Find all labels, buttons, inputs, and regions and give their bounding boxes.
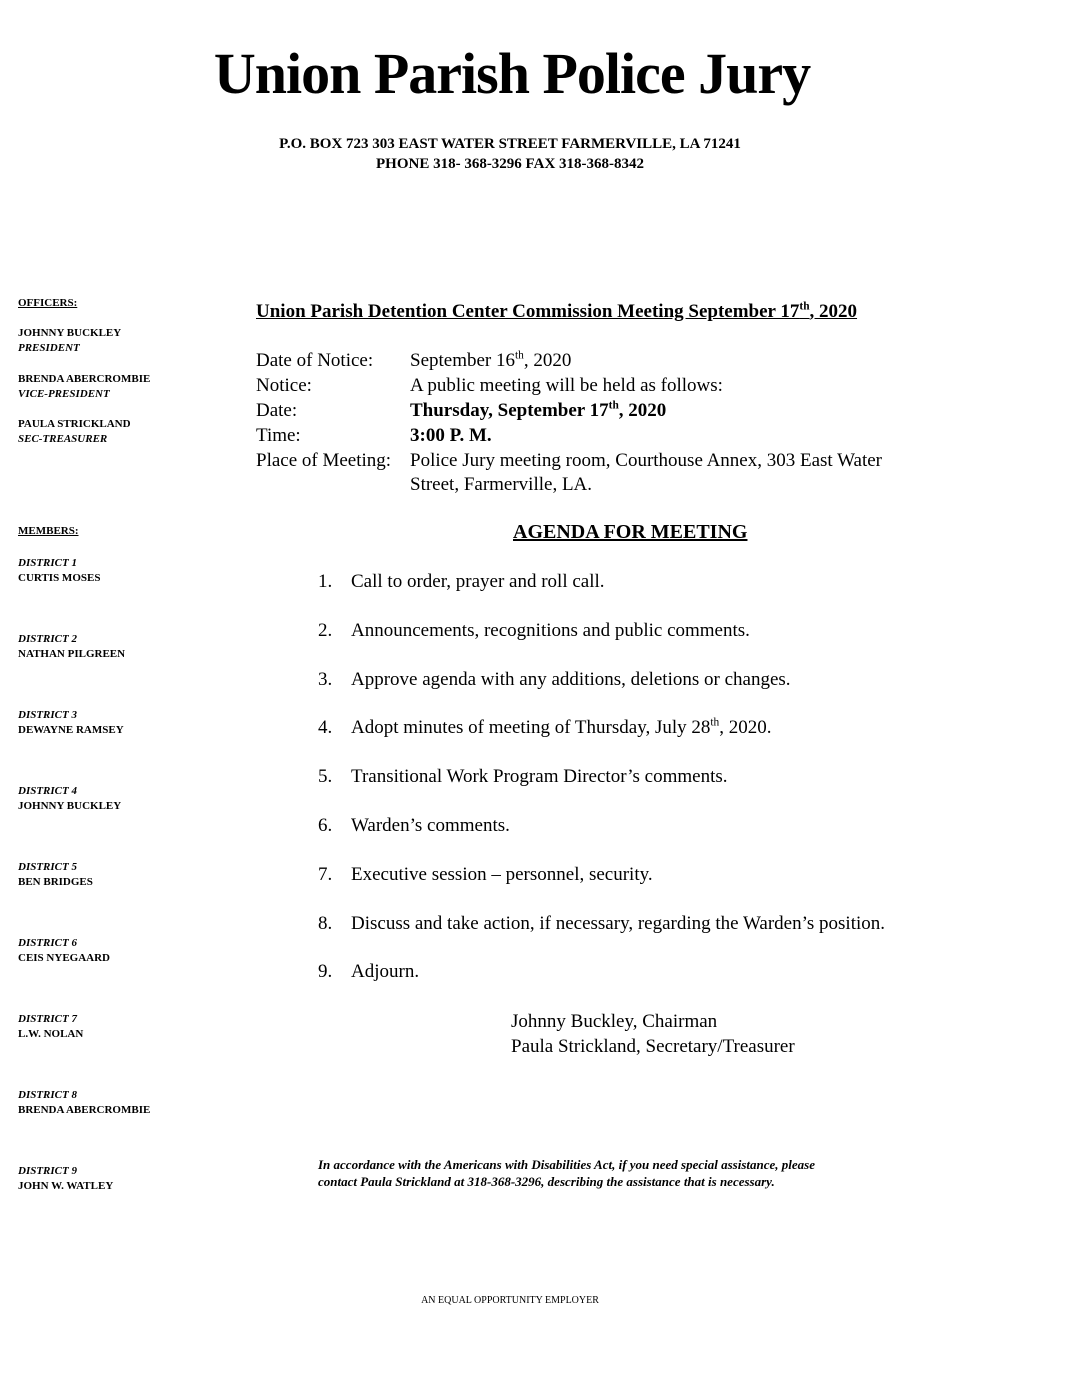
date-value: Thursday, September 17th, 2020 xyxy=(410,399,667,421)
place-value-line2: Street, Farmerville, LA. xyxy=(410,474,593,495)
member-district: DISTRICT 9 xyxy=(18,1165,77,1177)
member-name: BRENDA ABERCROMBIE xyxy=(18,1104,151,1116)
agenda-item: 1. Call to order, prayer and roll call. xyxy=(318,571,605,592)
member-district: DISTRICT 6 xyxy=(18,937,77,949)
member-name: NATHAN PILGREEN xyxy=(18,648,126,660)
secretary-signature: Paula Strickland, Secretary/Treasurer xyxy=(511,1036,795,1057)
member-district: DISTRICT 5 xyxy=(18,861,77,873)
officers-heading: OFFICERS: xyxy=(18,297,78,309)
member-name: BEN BRIDGES xyxy=(18,876,93,888)
phone-line: PHONE 318- 368-3296 FAX 318-368-8342 xyxy=(375,156,645,172)
member-name: JOHN W. WATLEY xyxy=(18,1180,114,1192)
agenda-item: 4. Adopt minutes of meeting of Thursday, July 28th, 2020. xyxy=(318,716,772,738)
member-name: CURTIS MOSES xyxy=(18,572,101,584)
member-district: DISTRICT 7 xyxy=(18,1013,77,1025)
agenda-item: 7. Executive session – personnel, security. xyxy=(318,864,653,885)
time-value: 3:00 P. M. xyxy=(410,425,492,446)
officer-title: PRESIDENT xyxy=(18,342,80,354)
meeting-title: Union Parish Detention Center Commission Meeting September 17th, 2020 xyxy=(256,300,858,322)
page-title: Union Parish Police Jury xyxy=(213,41,811,106)
ada-notice-line1: In accordance with the Americans with Disabilities Act, if you need special assistance, please xyxy=(318,1157,816,1172)
ada-notice-line2: contact Paula Strickland at 318-368-3296, describing the assistance that is necessary. xyxy=(318,1174,775,1189)
notice-date-label: Date of Notice: xyxy=(256,350,374,371)
member-name: JOHNNY BUCKLEY xyxy=(18,800,122,812)
agenda-heading: AGENDA FOR MEETING xyxy=(513,521,748,543)
date-label: Date: xyxy=(256,400,298,421)
members-heading: MEMBERS: xyxy=(18,525,79,537)
officer-name: BRENDA ABERCROMBIE xyxy=(18,373,151,385)
chairman-signature: Johnny Buckley, Chairman xyxy=(511,1011,718,1032)
officer-title: VICE-PRESIDENT xyxy=(18,388,110,400)
member-district: DISTRICT 4 xyxy=(18,785,77,797)
member-district: DISTRICT 8 xyxy=(18,1089,77,1101)
member-district: DISTRICT 2 xyxy=(18,633,77,645)
agenda-item: 8. Discuss and take action, if necessary, regarding the Warden’s position. xyxy=(318,913,886,934)
officer-name: JOHNNY BUCKLEY xyxy=(18,327,122,339)
place-label: Place of Meeting: xyxy=(256,450,392,471)
notice-date-value: September 16th, 2020 xyxy=(410,349,572,371)
notice-value: A public meeting will be held as follows: xyxy=(410,375,723,396)
member-district: DISTRICT 3 xyxy=(18,709,77,721)
notice-label: Notice: xyxy=(256,375,312,396)
address-line: P.O. BOX 723 303 EAST WATER STREET FARMERVILLE, LA 71241 xyxy=(279,136,741,152)
time-label: Time: xyxy=(256,425,301,446)
agenda-item: 6. Warden’s comments. xyxy=(318,815,510,836)
member-name: L.W. NOLAN xyxy=(18,1028,84,1040)
footer-text: AN EQUAL OPPORTUNITY EMPLOYER xyxy=(421,1295,599,1306)
agenda-item: 5. Transitional Work Program Director’s comments. xyxy=(318,766,728,787)
agenda-item: 9. Adjourn. xyxy=(318,961,420,982)
member-district: DISTRICT 1 xyxy=(18,557,77,569)
officer-name: PAULA STRICKLAND xyxy=(18,418,131,430)
agenda-item: 2. Announcements, recognitions and public comments. xyxy=(318,620,750,641)
member-name: CEIS NYEGAARD xyxy=(18,952,110,964)
officer-title: SEC-TREASURER xyxy=(18,433,108,445)
place-value-line1: Police Jury meeting room, Courthouse Annex, 303 East Water xyxy=(410,450,882,471)
agenda-item: 3. Approve agenda with any additions, deletions or changes. xyxy=(318,669,791,690)
member-name: DEWAYNE RAMSEY xyxy=(18,724,124,736)
